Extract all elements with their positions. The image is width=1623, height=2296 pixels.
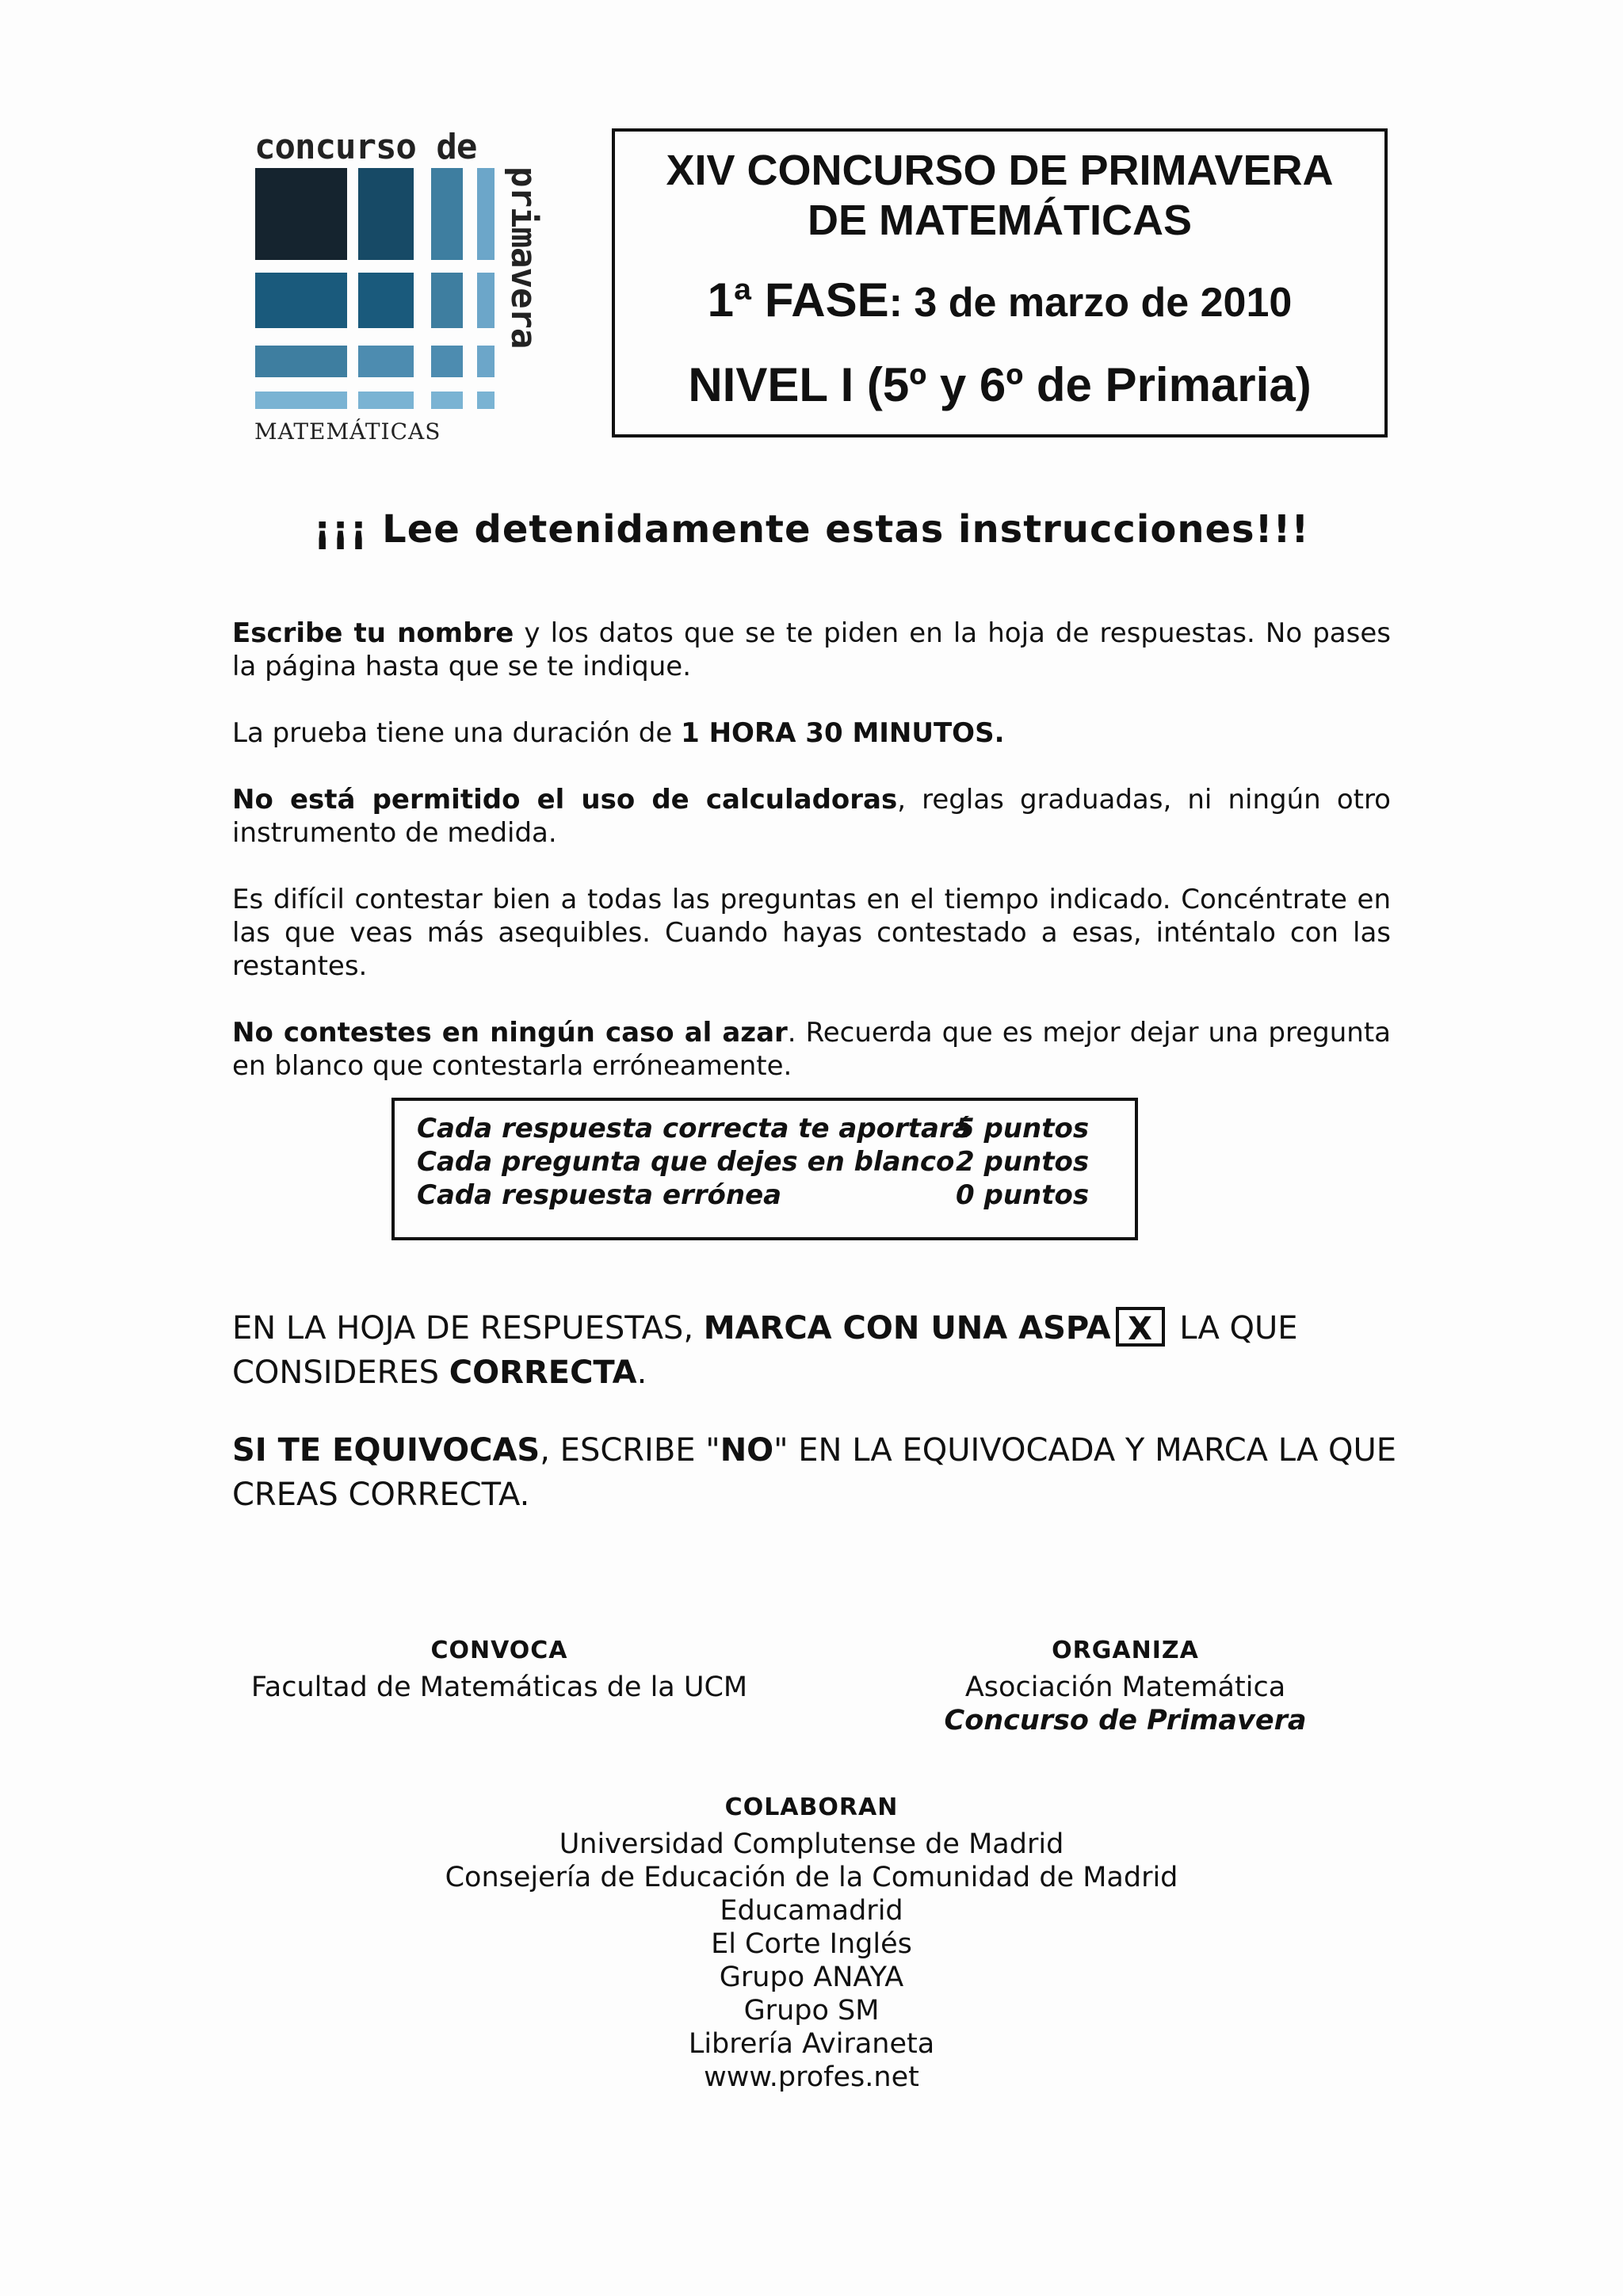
- logo-square: [431, 168, 463, 260]
- collaborator: Grupo SM: [743, 1995, 880, 2027]
- logo-square: [255, 168, 347, 260]
- collaborator: Consejería de Educación de la Comunidad de Madrid: [445, 1862, 1178, 1893]
- logo-top-text: concurso de: [254, 127, 477, 167]
- organiza-text-italic: Concurso de Primavera: [944, 1705, 1307, 1736]
- logo-square: [431, 273, 463, 328]
- logo-square: [431, 392, 463, 409]
- logo-square: [477, 168, 495, 260]
- organiza-heading: ORGANIZA: [1052, 1637, 1199, 1664]
- logo-square: [255, 392, 347, 409]
- logo-square: [477, 392, 495, 409]
- collaborator: Educamadrid: [720, 1895, 903, 1927]
- logo-square: [477, 273, 495, 328]
- organiza-section: [896, 1637, 1355, 1737]
- contest-logo: [252, 127, 553, 448]
- collaborator: El Corte Inglés: [711, 1928, 912, 1960]
- convoca-heading: CONVOCA: [430, 1637, 568, 1664]
- scoring-box: [391, 1098, 1138, 1240]
- logo-bottom-text: MATEMÁTICAS: [254, 418, 441, 445]
- contest-title: [615, 146, 1384, 246]
- scoring-row: Cada pregunta que dejes en blanco 2 puntos: [417, 1146, 1090, 1178]
- logo-square: [477, 346, 495, 377]
- phase-label: 1ª FASE: [707, 273, 889, 327]
- answer-mark-instruction: EN LA HOJA DE RESPUESTAS, MARCA CON UNA ASPA X LA QUE CONSIDERES CORRECTA.: [232, 1306, 1421, 1395]
- instruction-calculators: No está permitido el uso de calculadoras, reglas graduadas, ni ningún otro instrumento de medida.: [232, 784, 1391, 849]
- x-mark-box: X: [1116, 1307, 1165, 1347]
- convoca-text: Facultad de Matemáticas de la UCM: [250, 1671, 748, 1703]
- logo-square: [431, 346, 463, 377]
- logo-square: [358, 392, 414, 409]
- logo-square: [358, 273, 414, 328]
- mistake-instruction: SI TE EQUIVOCAS, ESCRIBE "NO" EN LA EQUIVOCADA Y MARCA LA QUE CREAS CORRECTA.: [232, 1432, 1397, 1513]
- phase-date: [615, 273, 1384, 327]
- instruction-name: Escribe tu nombre y los datos que se te piden en la hoja de respuestas. No pases la página hasta que se te indique.: [232, 617, 1391, 682]
- logo-square: [358, 346, 414, 377]
- phase-date-text: : 3 de marzo de 2010: [888, 280, 1293, 326]
- colaboran-list: [0, 1828, 1623, 2094]
- instruction-duration: La prueba tiene una duración de 1 HORA 30 MINUTOS.: [232, 717, 1005, 749]
- collaborator: Grupo ANAYA: [719, 1962, 904, 1993]
- instructions-heading: ¡¡¡ Lee detenidamente estas instrucciones!!!: [313, 507, 1310, 552]
- logo-square: [358, 168, 414, 260]
- logo-square: [255, 273, 347, 328]
- contest-title-line2: DE MATEMÁTICAS: [808, 197, 1192, 244]
- collaborator: Librería Aviraneta: [688, 2028, 935, 2060]
- collaborator: Universidad Complutense de Madrid: [559, 1828, 1064, 1860]
- scoring-row: Cada respuesta correcta te aportará 5 puntos: [417, 1113, 1090, 1144]
- level-label: NIVEL I (5º y 6º de Primaria): [688, 358, 1312, 411]
- collaborator: www.profes.net: [704, 2061, 919, 2093]
- instruction-difficulty: Es difícil contestar bien a todas las preguntas en el tiempo indicado. Concéntrate en las que veas más asequibles. Cuando hayas contestado a esas, inténtalo con las restantes.: [232, 884, 1391, 982]
- colaboran-heading: COLABORAN: [724, 1794, 899, 1821]
- organiza-text: Asociación Matemática: [964, 1671, 1286, 1703]
- title-box: [612, 128, 1388, 437]
- contest-title-line1: XIV CONCURSO DE PRIMAVERA: [666, 147, 1334, 194]
- convoca-section: [222, 1637, 777, 1704]
- logo-side-text: primavera: [503, 166, 544, 349]
- logo-square: [255, 346, 347, 377]
- colaboran-section: [0, 1794, 1623, 2094]
- scoring-row: Cada respuesta errónea 0 puntos: [417, 1179, 1090, 1211]
- instruction-no-guessing: No contestes en ningún caso al azar. Recuerda que es mejor dejar una pregunta en blanco que contestarla erróneamente.: [232, 1017, 1391, 1082]
